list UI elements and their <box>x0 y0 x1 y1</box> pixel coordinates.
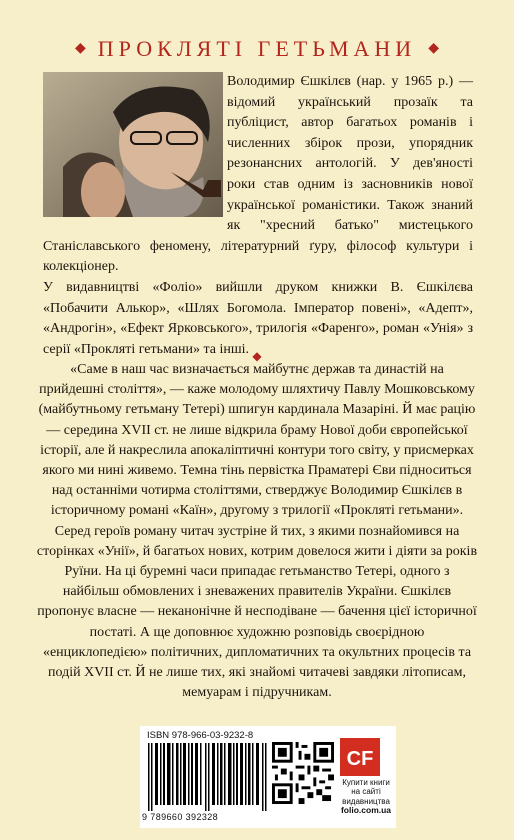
barcode-panel <box>140 726 396 828</box>
barcode-digits: 9 789660 392328 <box>142 812 219 822</box>
barcode-icon <box>148 743 268 811</box>
bio-paragraph-2: У видавництві «Фоліо» вийшли друком книжки В. Єшкілєва «Побачити Алькор», «Шлях Богомола. Імператор повені», «Адепт», «Андрогін», «Ефект Ярковського», трилогія «Фаренго», роман «Унія» з серії «Прокляті гетьмани» та інші. <box>43 279 473 357</box>
publisher-site: folio.com.ua <box>340 805 392 816</box>
folio-logo-icon <box>340 738 380 776</box>
buy-line-3: видавництва <box>342 796 390 806</box>
diamond-ornament-left: ◆ <box>75 41 86 56</box>
book-annotation <box>36 360 478 703</box>
series-header <box>0 36 514 62</box>
buy-line-1: Купити книги <box>342 778 390 787</box>
buy-online-note <box>336 778 396 816</box>
series-title: ПРОКЛЯТІ ГЕТЬМАНИ <box>97 36 417 61</box>
author-photo <box>43 72 223 217</box>
folio-logo-letters: CF <box>346 748 374 770</box>
isbn-label: ISBN 978-966-03-9232-8 <box>147 730 254 741</box>
qr-code-icon <box>272 742 334 804</box>
diamond-ornament-right: ◆ <box>428 41 439 56</box>
section-divider: ◆ <box>252 349 262 363</box>
annotation-paragraph-1: «Саме в наш час визначається майбутнє держав та династій на прийдешні століття», — каже молодому шляхтичу Павлу Мошковському (майбутньому гетьману Тетері) шпигун кардинала Мазаріні. Й має рацію — середина XVII ст. не лише відкрила браму Нової доби європейської історії, але й накреслила апокаліптичні контури того світу, у присмерках якого ми нині живемо. Темна тінь первістка Праматері Єви підноситься над останніми чотирма століттями, стверджує Володимир Єшкілєв в історичному романі «Каїн», другому з трилогії «Прокляті гетьмани». <box>38 362 476 519</box>
buy-line-2: на сайті <box>351 787 381 797</box>
author-photo-slot <box>43 72 227 217</box>
bio-paragraph-1: Володимир Єшкілєв (нар. у 1965 р.) — відомий український прозаїк та публіцист, автор багатьох романів і численних збірок прози, упорядник резонансних антологій. У дев'яності роки став одним із засновників нової української романістики. Також знаний як "хресний батько" мистецького Станіславського феномену, літературний ґуру, філософ культури і колекціонер. <box>43 74 473 275</box>
annotation-paragraph-2: Серед героїв роману читач зустріне й тих, з якими познайомився на сторінках «Унії», й багатьох нових, котрим довелося жити і діяти за років Руїни. На ці буремні часи припадає гетьманство Тетері, одного з найбільш обмовлених і зневажених правителів України. Єшкілєв пропонує власне — неканонічне й несподіване — бачення цієї історичної постаті. А ще доповнює художню розповідь своєрідною «енциклопедією» політичних, дипломатичних та окультних процесів та подій XVII ст. Й не лише тих, які знайомі читачеві завдяки літописам, мемуарам і підручникам. <box>36 523 478 701</box>
author-bio <box>43 72 473 360</box>
